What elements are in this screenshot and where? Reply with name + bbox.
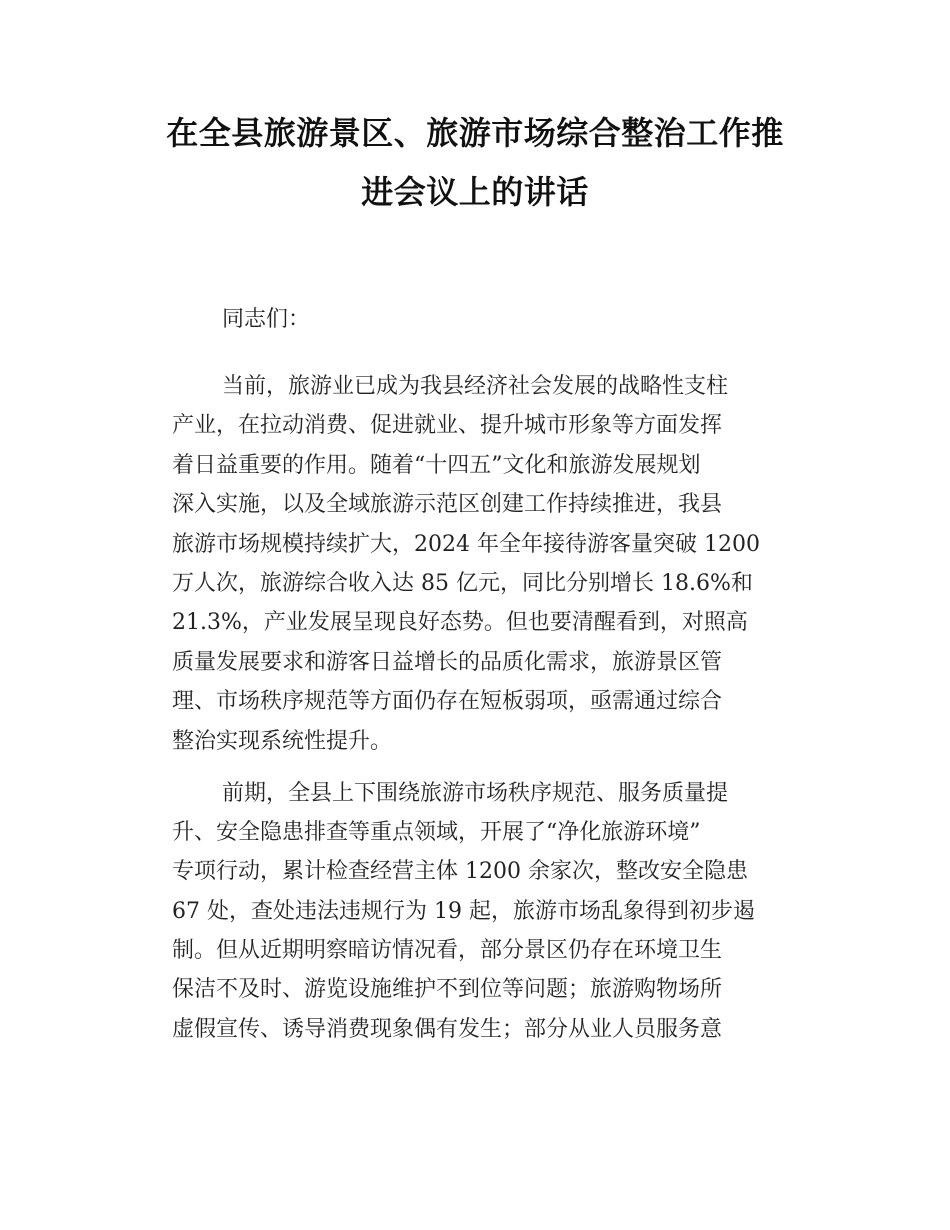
paragraph-2 [172, 780, 812, 1044]
paragraph-line: 理、市场秩序规范等方面仍存在短板弱项，亟需通过综合 [172, 689, 723, 715]
paragraph-line: 21.3%，产业发展呈现良好态势。但也要清醒看到，对照高 [172, 610, 748, 636]
paragraph-line: 保洁不及时、游览设施维护不到位等问题；旅游购物场所 [172, 977, 723, 1003]
paragraph-line: 质量发展要求和游客日益增长的品质化需求，旅游景区管 [172, 649, 723, 675]
document-body [172, 306, 812, 1055]
document-title-line-1: 在全县旅游景区、旅游市场综合整治工作推 [166, 114, 784, 152]
paragraph-line: 深入实施，以及全域旅游示范区创建工作持续推进，我县 [172, 492, 723, 518]
paragraph-line: 万人次，旅游综合收入达 85 亿元，同比分别增长 18.6%和 [172, 570, 753, 596]
paragraph-line: 当前，旅游业已成为我县经济社会发展的战略性支柱 [222, 374, 729, 399]
paragraph-line: 67 处，查处违法违规行为 19 起，旅游市场乱象得到初步遏 [172, 898, 755, 924]
paragraph-line: 旅游市场规模持续扩大，2024 年全年接待游客量突破 1200 [172, 531, 760, 557]
paragraph-line: 制。但从近期明察暗访情况看，部分景区仍存在环境卫生 [172, 938, 723, 964]
paragraph-line: 着日益重要的作用。随着“十四五”文化和旅游发展规划 [172, 452, 701, 478]
paragraph-line: 产业，在拉动消费、促进就业、提升城市形象等方面发挥 [172, 413, 723, 439]
document-title-line-2: 进会议上的讲话 [361, 173, 589, 211]
greeting: 同志们： [222, 307, 311, 332]
paragraph-line: 前期，全县上下围绕旅游市场秩序规范、服务质量提 [222, 780, 729, 806]
paragraph-line: 整治实现系统性提升。 [172, 728, 393, 754]
paragraph-1 [172, 373, 812, 756]
paragraph-line: 虚假宣传、诱导消费现象偶有发生；部分从业人员服务意 [172, 1016, 723, 1042]
paragraph-line: 专项行动，累计检查经营主体 1200 余家次，整改安全隐患 [172, 859, 748, 885]
paragraph-line: 升、安全隐患排查等重点领域，开展了“净化旅游环境” [172, 819, 701, 845]
